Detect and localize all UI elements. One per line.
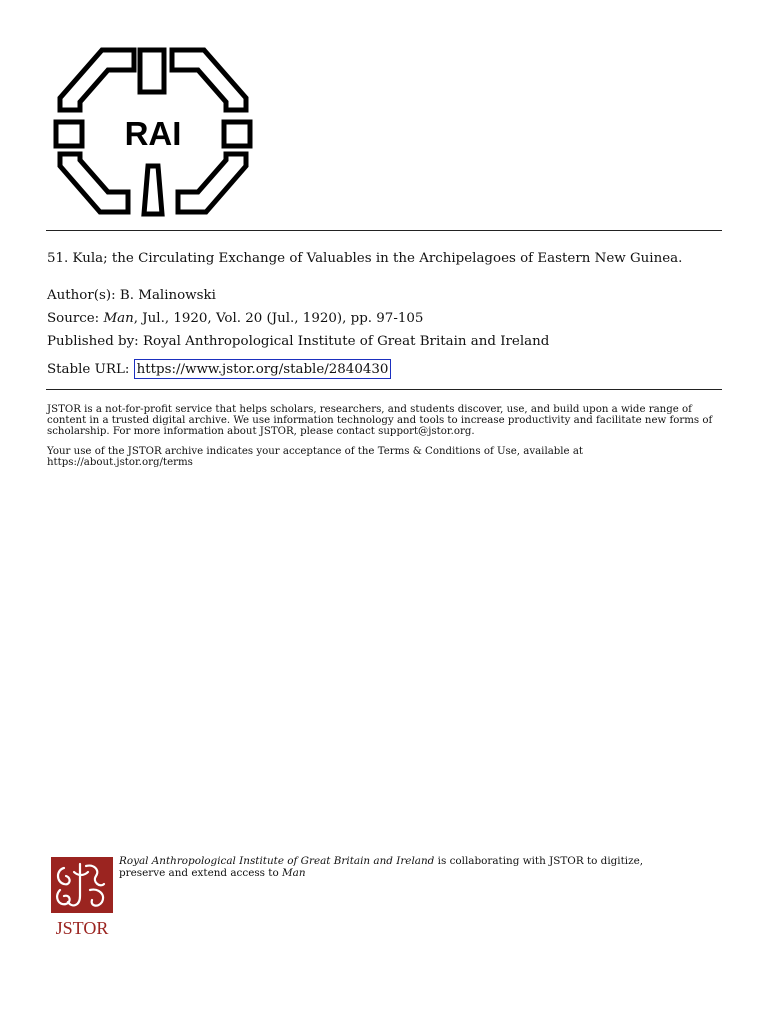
jstor-logo — [50, 856, 114, 938]
rai-logo — [52, 42, 254, 218]
source-details: , Jul., 1920, Vol. 20 (Jul., 1920), pp. 97-105 — [133, 311, 424, 326]
collab-journal: Man — [282, 867, 306, 879]
article-title-text: 51. Kula; the Circulating Exchange of Valuables in the Archipelagoes of Eastern New Guinea. — [47, 251, 683, 266]
author-label: Author(s): — [47, 288, 116, 303]
published-line — [47, 334, 727, 349]
jstor-wordmark: JSTOR — [55, 918, 109, 938]
article-title — [47, 251, 727, 266]
source-line — [47, 311, 727, 326]
published-value: Royal Anthropological Institute of Great Britain and Ireland — [142, 334, 550, 349]
collaboration-statement — [119, 855, 679, 879]
stable-url-label: Stable URL: — [47, 362, 130, 377]
stable-url-link[interactable]: https://www.jstor.org/stable/2840430 — [134, 359, 392, 379]
source-label: Source: — [47, 311, 100, 326]
rai-logo-text: RAI — [124, 115, 182, 152]
middle-divider — [46, 389, 722, 390]
source-journal: Man — [103, 311, 134, 326]
published-label: Published by: — [47, 334, 139, 349]
stable-url-line — [47, 362, 727, 377]
collab-publisher: Royal Anthropological Institute of Great Britain and Ireland — [119, 855, 435, 867]
author-value: B. Malinowski — [119, 288, 216, 303]
terms-notice: Your use of the JSTOR archive indicates your acceptance of the Terms & Conditions of Use, available at https://about.jstor.org/terms — [47, 446, 583, 468]
author-line — [47, 288, 727, 303]
jstor-about-notice: JSTOR is a not-for-profit service that helps scholars, researchers, and students discover, use, and build upon a wide range of content in a trusted digital archive. We use information technology and tools to increase productivity and facilitate new forms of scholarship. For more information about JSTOR, please contact support@jstor.org. — [47, 404, 713, 437]
top-divider — [46, 230, 722, 231]
collab-text: is collaborating with JSTOR to digitize, preserve and extend access to — [119, 855, 644, 879]
